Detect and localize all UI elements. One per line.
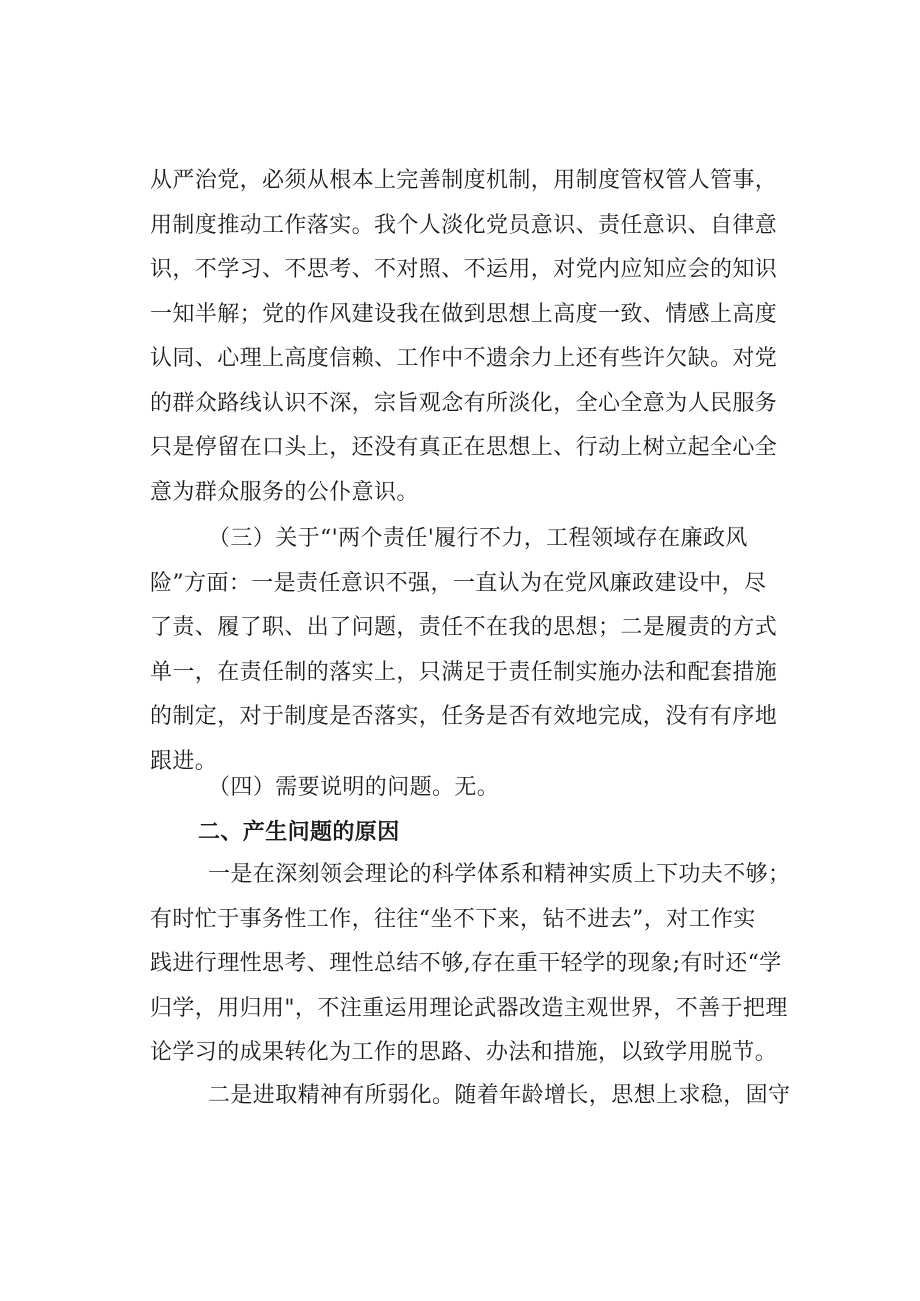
text-line: 意为群众服务的公仆意识。: [150, 479, 419, 505]
paragraph-cause-one: [150, 853, 810, 1076]
text-line: （四）需要说明的问题。无。: [208, 775, 500, 800]
text-line: 归学，用归用"，不注重运用理论武器改造主观世界，不善于把理: [150, 995, 788, 1021]
text-line: 只是停留在口头上，还没有真正在思想上、行动上树立起全心全: [150, 435, 778, 460]
heading-line: 二、产生问题的原因: [198, 820, 400, 845]
text-line: 了责、履了职、出了问题，责任不在我的思想；二是履责的方式: [150, 615, 778, 640]
text-line: （三）关于“'两个责任'履行不力，工程领域存在廉政风: [208, 526, 748, 551]
text-line: 的群众路线认识不深，宗旨观念有所淡化，全心全意为人民服务: [150, 390, 778, 416]
text-line: 论学习的成果转化为工作的思路、办法和措施，以致学用脱节。: [150, 1040, 778, 1065]
text-line: 单一，在责任制的落实上，只满足于责任制实施办法和配套措施: [150, 659, 778, 685]
text-line: 识，不学习、不思考、不对照、不运用，对党内应知应会的知识: [150, 257, 778, 282]
text-line: 认同、心理上高度信赖、工作中不遗余力上还有些许欠缺。对党: [150, 346, 778, 371]
text-line: 用制度推动工作落实。我个人淡化党员意识、责任意识、自律意: [150, 212, 778, 238]
text-line: 的制定，对于制度是否落实，任务是否有效地完成，没有有序地: [150, 704, 778, 729]
text-line: 险”方面：一是责任意识不强，一直认为在党风廉政建设中，尽: [150, 570, 767, 596]
text-line: 一是在深刻领会理论的科学体系和精神实质上下功夫不够；: [208, 862, 791, 887]
text-line: 从严治党，必须从根本上完善制度机制，用制度管权管人管事，: [150, 168, 778, 193]
paragraph-continued: [150, 159, 810, 515]
section-heading: [150, 811, 810, 856]
paragraph-cause-two: [150, 1074, 810, 1119]
paragraph-notes: [150, 766, 810, 811]
text-line: 有时忙于事务性工作，往往“坐不下来，钻不进去”，对工作实: [150, 906, 756, 932]
text-line: 践进行理性思考、理性总结不够,存在重干轻学的现象;有时还“学: [150, 951, 782, 976]
text-line: 跟进。: [150, 748, 218, 774]
text-line: 二是进取精神有所弱化。随着年龄增长，思想上求稳，固守: [208, 1083, 791, 1108]
text-line: 一知半解；党的作风建设我在做到思想上高度一致、情感上高度: [150, 301, 778, 327]
paragraph-two-responsibilities: [150, 517, 810, 784]
